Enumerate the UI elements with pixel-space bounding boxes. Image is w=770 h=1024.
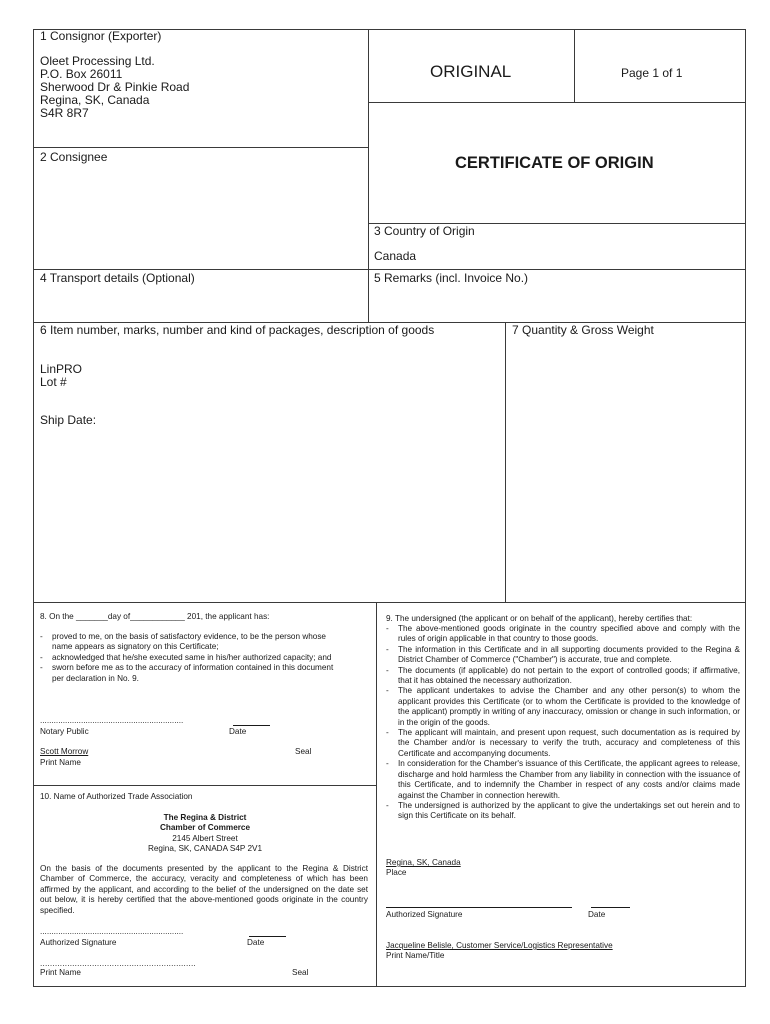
association-label: 10. Name of Authorized Trade Association (40, 792, 193, 801)
declaration-signer-name: Jacqueline Belisle, Customer Service/Logistics Representative (386, 941, 613, 950)
goods-lot: Lot # (40, 375, 67, 389)
consignee-label: 2 Consignee (40, 150, 108, 164)
list-item: - The undersigned is authorized by the applicant to give the undertakings set out herein and to sign this Certificate on its behalf. (386, 800, 740, 821)
list-item: - The documents (if applicable) do not pertain to the export of controlled goods; if affirmative, that it has obtained the necessary authorization. (386, 665, 740, 686)
association-signature-dots: ............................................................... (40, 927, 184, 936)
consignor-postal: S4R 8R7 (40, 106, 89, 120)
declaration-place-value: Regina, SK, Canada (386, 858, 461, 867)
notary-public-label: Notary Public (40, 727, 89, 736)
remarks-label: 5 Remarks (incl. Invoice No.) (374, 271, 529, 285)
document-title: CERTIFICATE OF ORIGIN (455, 154, 654, 172)
declaration-place-label: Place (386, 868, 407, 877)
sworn-list (40, 632, 358, 684)
quantity-label: 7 Quantity & Gross Weight (512, 323, 654, 337)
consignor-pobox: P.O. Box 26011 (40, 67, 123, 81)
association-print-name-label: Print Name (40, 968, 81, 977)
country-value: Canada (374, 249, 417, 263)
association-name-line2: Chamber of Commerce (159, 823, 251, 832)
consignor-label: 1 Consignor (Exporter) (40, 29, 162, 43)
declaration-intro: 9. The undersigned (the applicant or on behalf of the applicant), hereby certifies that: (386, 614, 693, 623)
list-item: - acknowledged that he/she executed same in his/her authorized capacity; and (40, 652, 332, 662)
notary-seal-label: Seal (295, 747, 312, 756)
list-item: - The information in this Certificate and in all supporting documents provided to the Regina & District Chamber of Commerce ("Chamber") is accurate, true and complete. (386, 644, 740, 665)
sworn-intro: 8. On the _______day of____________ 201, the applicant has: (40, 612, 270, 621)
list-item: - proved to me, on the basis of satisfactory evidence, to be the person whose name appears as signatory on this Certificate; (40, 632, 326, 652)
list-item: - sworn before me as to the accuracy of information contained in this document per declaration in No. 9. (40, 663, 334, 683)
list-item: - In consideration for the Chamber's issuance of this Certificate, the applicant agrees to release, discharge and hold harmless the Chamber from any liability in connection with the issuance of this Certificate, and to indemnify the Chamber in respect of any costs and/or claims made against the Chamber in connection herewith. (386, 759, 740, 800)
list-item: - The applicant undertakes to advise the Chamber and any other person(s) to whom the applicant provides this Certificate (or to whom the Certificate is provided to the knowledge of the applicant) promptly in writing of any inaccuracy, omission or change in such information, or in the origin of the goods. (386, 686, 740, 727)
declaration-date-line (591, 907, 630, 908)
goods-product: LinPRO (40, 362, 83, 376)
association-date-label: Date (247, 938, 265, 947)
association-city: Regina, SK, CANADA S4P 2V1 (147, 844, 263, 853)
original-heading: ORIGINAL (430, 62, 512, 81)
association-signature-label: Authorized Signature (40, 938, 117, 947)
notary-date-line (233, 725, 270, 726)
transport-label: 4 Transport details (Optional) (40, 271, 195, 285)
page-number: Page 1 of 1 (621, 66, 683, 80)
association-name-line1: The Regina & District (163, 813, 247, 822)
country-label: 3 Country of Origin (374, 224, 475, 238)
association-seal-label: Seal (292, 968, 309, 977)
association-date-line (249, 936, 286, 937)
declaration-signature-label: Authorized Signature (386, 910, 463, 919)
goods-label: 6 Item number, marks, number and kind of packages, description of goods (40, 323, 435, 337)
list-item: - The above-mentioned goods originate in the country specified above and comply with the rules of origin applicable in that country to those goods. (386, 624, 740, 644)
notary-name: Scott Morrow (40, 747, 89, 756)
notary-date-label: Date (229, 727, 247, 736)
association-print-name-dots: ............................................................... (40, 959, 196, 968)
declaration-date-label: Date (588, 910, 606, 919)
consignor-city: Regina, SK, Canada (40, 93, 150, 107)
association-statement: On the basis of the documents presented by the applicant to the Regina & District Chamber of Commerce, the accuracy, veracity and completeness of which has been affirmed by the applicant, and according to the belief of the undersigned on the date set out below, it is hereby certified that the above-mentioned goods originate in the country specified. (40, 864, 368, 915)
declaration-list (386, 624, 740, 822)
consignor-name: Oleet Processing Ltd. (40, 54, 155, 68)
goods-ship-date: Ship Date: (40, 413, 97, 427)
list-item: - The applicant will maintain, and present upon request, such documentation as is required by the Chamber and/or is necessary to verify the truth, accuracy and completeness of this Certificate and accompanying documents. (386, 728, 740, 758)
declaration-signature-line (386, 907, 572, 908)
notary-print-name-label: Print Name (40, 758, 81, 767)
association-street: 2145 Albert Street (172, 834, 238, 843)
notary-signature-dots: ............................................................... (40, 716, 184, 725)
declaration-print-name-label: Print Name/Title (386, 951, 445, 960)
consignor-street: Sherwood Dr & Pinkie Road (40, 80, 190, 94)
